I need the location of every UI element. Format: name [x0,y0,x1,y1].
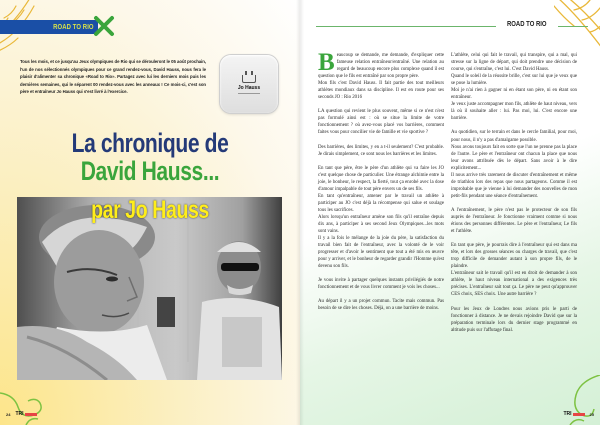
header-rule-right [558,26,588,27]
article-column-2 [451,52,577,334]
paragraph: Je veux juste accompagner mon fils, athlète de haut niveau, vers là où il souhaite aller : lui. Pas moi, lui. C'est encore une barrière. [451,102,577,122]
paragraph: Au quotidien, sur le terrain et dans le cercle familial, pour moi, pour nous, il n'y a pas d'amalgame possible. [451,130,577,143]
magazine-logo-text: TRI [563,411,572,417]
page-number: 25 [589,411,594,417]
paragraph: Alors lorsqu'un entraîneur amène son fils qu'il entraîne depuis dix ans, à participer à ses second Jeux Olympiques...les mots sont vains. [318,214,444,235]
paragraph-text: eaucoup se demande, me demande, d'expliquer cette fameuse relation entraîneur/entraîné. Une relation au regard de beaucoup encore plus complexe quand il est question que le fils est entraîné par son propre père. [318,53,444,80]
paragraph: Au départ il y a un projet commun. Tacite mais commun. Pas besoin de se dire les choses. Déjà, on a une barrière de moins. [318,299,444,312]
author-badge-label: Jo Hauss [237,84,261,91]
left-footer [6,411,37,417]
author-badge [220,55,278,113]
paragraph: Des barrières, des limites, y en a t-il seulement? C'est probable. Je dirais simplement, ce sont nous les barrières et les limites. [318,144,444,157]
title-line-2: David Hauss... [80,156,220,186]
intro-paragraph: Tous les mois, et ce jusqu'au Jeux olympiques de Rio qui se dérouleront le 05 août prochain, l'un de nos sélectionnés olympiques pour ce grand rendez-vous, David Hauss, nous fera le plaisir d'alimenter sa chronique «Road to Rio». Partagez avec lui les derniers mois puis les dernières semaines, qui le séparent 00 rendez-vous avec les anneaux ! Ce mois-ci, c'est son père et entraîneur Jo Hauss qui s'est livré à l'exercice. [20,59,206,95]
crown-icon [242,75,256,83]
magazine-logo [15,411,36,417]
magazine-logo-tag-icon [25,413,37,416]
paragraph: Je vous invite à partager quelques instants privilégiés de notre fonctionnement et de vous livrer comment je vois les choses... [318,278,444,291]
paragraph: Moi je n'ai rien à gagner ni en étant son père, ni en étant son entraîneur. [451,88,577,101]
x-mark-icon [93,15,115,37]
paragraph: L'entraîneur sait le travail qu'il est en droit de demander à son athlète, le haut niveau international a des exigences très précises. L'entraîneur sait tout ça. Le père ne peut qu'approuver CES choix, SES choix. Une autre barrière ? [451,271,577,298]
swirl-decoration-icon [0,385,50,425]
title-line-1: La chronique de [71,128,229,158]
section-banner [0,20,98,34]
paragraph: L'athlète, celui qui fait le travail, qui transpire, qui a mal, qui stresse sur la ligne de départ, qui doit prendre une décision de course, qui s'entraîne, c'est lui. C'est David Hauss. [451,53,577,73]
paragraph: En tant que père, être le père d'un athlète qui va faire les JO c'est quelque chose de particulier. Une étrange alchimie entre la joie, le bonheur, le respect, la fierté, tout ça enrobé avec la dose d'amour impalpable de tout père envers un de ses fils. [318,165,444,192]
right-footer [563,411,594,417]
paragraph: Quand le soleil de la réussite brille, c'est sur lui que je veux que se pose la lumière. [451,74,577,87]
title-line-3: par Jo Hauss [91,196,209,224]
paragraph: En tant qu'entraîneur, amener par le travail un athlète à participer au JO c'est déjà la récompense qui salue et soulage tous les sacrifices. [318,193,444,213]
drop-cap: B [318,49,335,76]
paragraph: Mon fils c'est David Hauss. Il fait partie des tout meilleurs athlètes mondiaux dans sa discipline. Il est en route pour ses seconds JO : Rio 2016 [318,81,444,101]
paragraph: LA question qui revient le plus souvent, même si ce n'est n'est pas formulé ainsi est : où se situe la limite de votre fonctionnement ? où avez-vous placé vos barrières, comment faites vous pour concilier vie de famille et vie sportive ? [318,109,444,136]
page-number: 24 [6,411,11,417]
author-badge-underline [238,93,260,94]
magazine-logo-text: TRI [15,411,24,417]
paragraph: A l'entraînement, le père n'est pas le protecteur de son fils auprès de l'entraîneur. Je fonctionne vraiment comme si nous étions des personnes différentes. Le père et l'entraîneur, Le fils et l'athlète. [451,207,577,235]
right-page [300,0,600,425]
paragraph [318,49,444,80]
paragraph: Il y a la fois le mélange de la joie du père, la satisfaction du travail bien fait de l'entraîneur, avec la volonté de le voir progresser et d'avoir le sentiment que tout a été mis en œuvre pour y arriver, et le bonheur de regarder grandir l'Homme qu'est devenu son fils. [318,236,444,270]
section-header-label: ROAD TO RIO [507,21,547,28]
article-column-1 [318,49,444,313]
banner-label: ROAD TO RIO [53,23,94,31]
header-rule-left [316,26,496,27]
magazine-logo [563,411,584,417]
paragraph: En tant que père, je pourrais dire à l'entraîneur qui est dans ma tête, et lors des grosses séances ou charges de travail, que c'est trop difficile de demander autant à son propre fils, de le plaindre. [451,243,577,270]
swirl-decoration-icon [550,375,600,425]
magazine-logo-tag-icon [573,413,585,416]
page-gutter [296,0,304,425]
paragraph: Pour les Jeux de Londres nous avions pris le parti de fonctionner à distance. Je ne devais rejoindre David que sur la préparation terminale lors du dernier stage programmé en altitude puis sur l'affutage final. [451,306,577,333]
paragraph: Il nous arrive très rarement de discuter d'entraînement et même de triathlon lors des repas que nous partageons. Comme il est improbable que je vienne à lui demander des nouvelles de mon petit-fils pendant une séance d'entraînement. [451,172,577,199]
paragraph: Nous avons toujours fait en sorte que l'un ne prenne pas la place de l'autre. Le père et l'entraîneur ont chacun la place que nous leur avons attribuée dès le départ. Sans avoir à le dire explicitement... [451,144,577,171]
